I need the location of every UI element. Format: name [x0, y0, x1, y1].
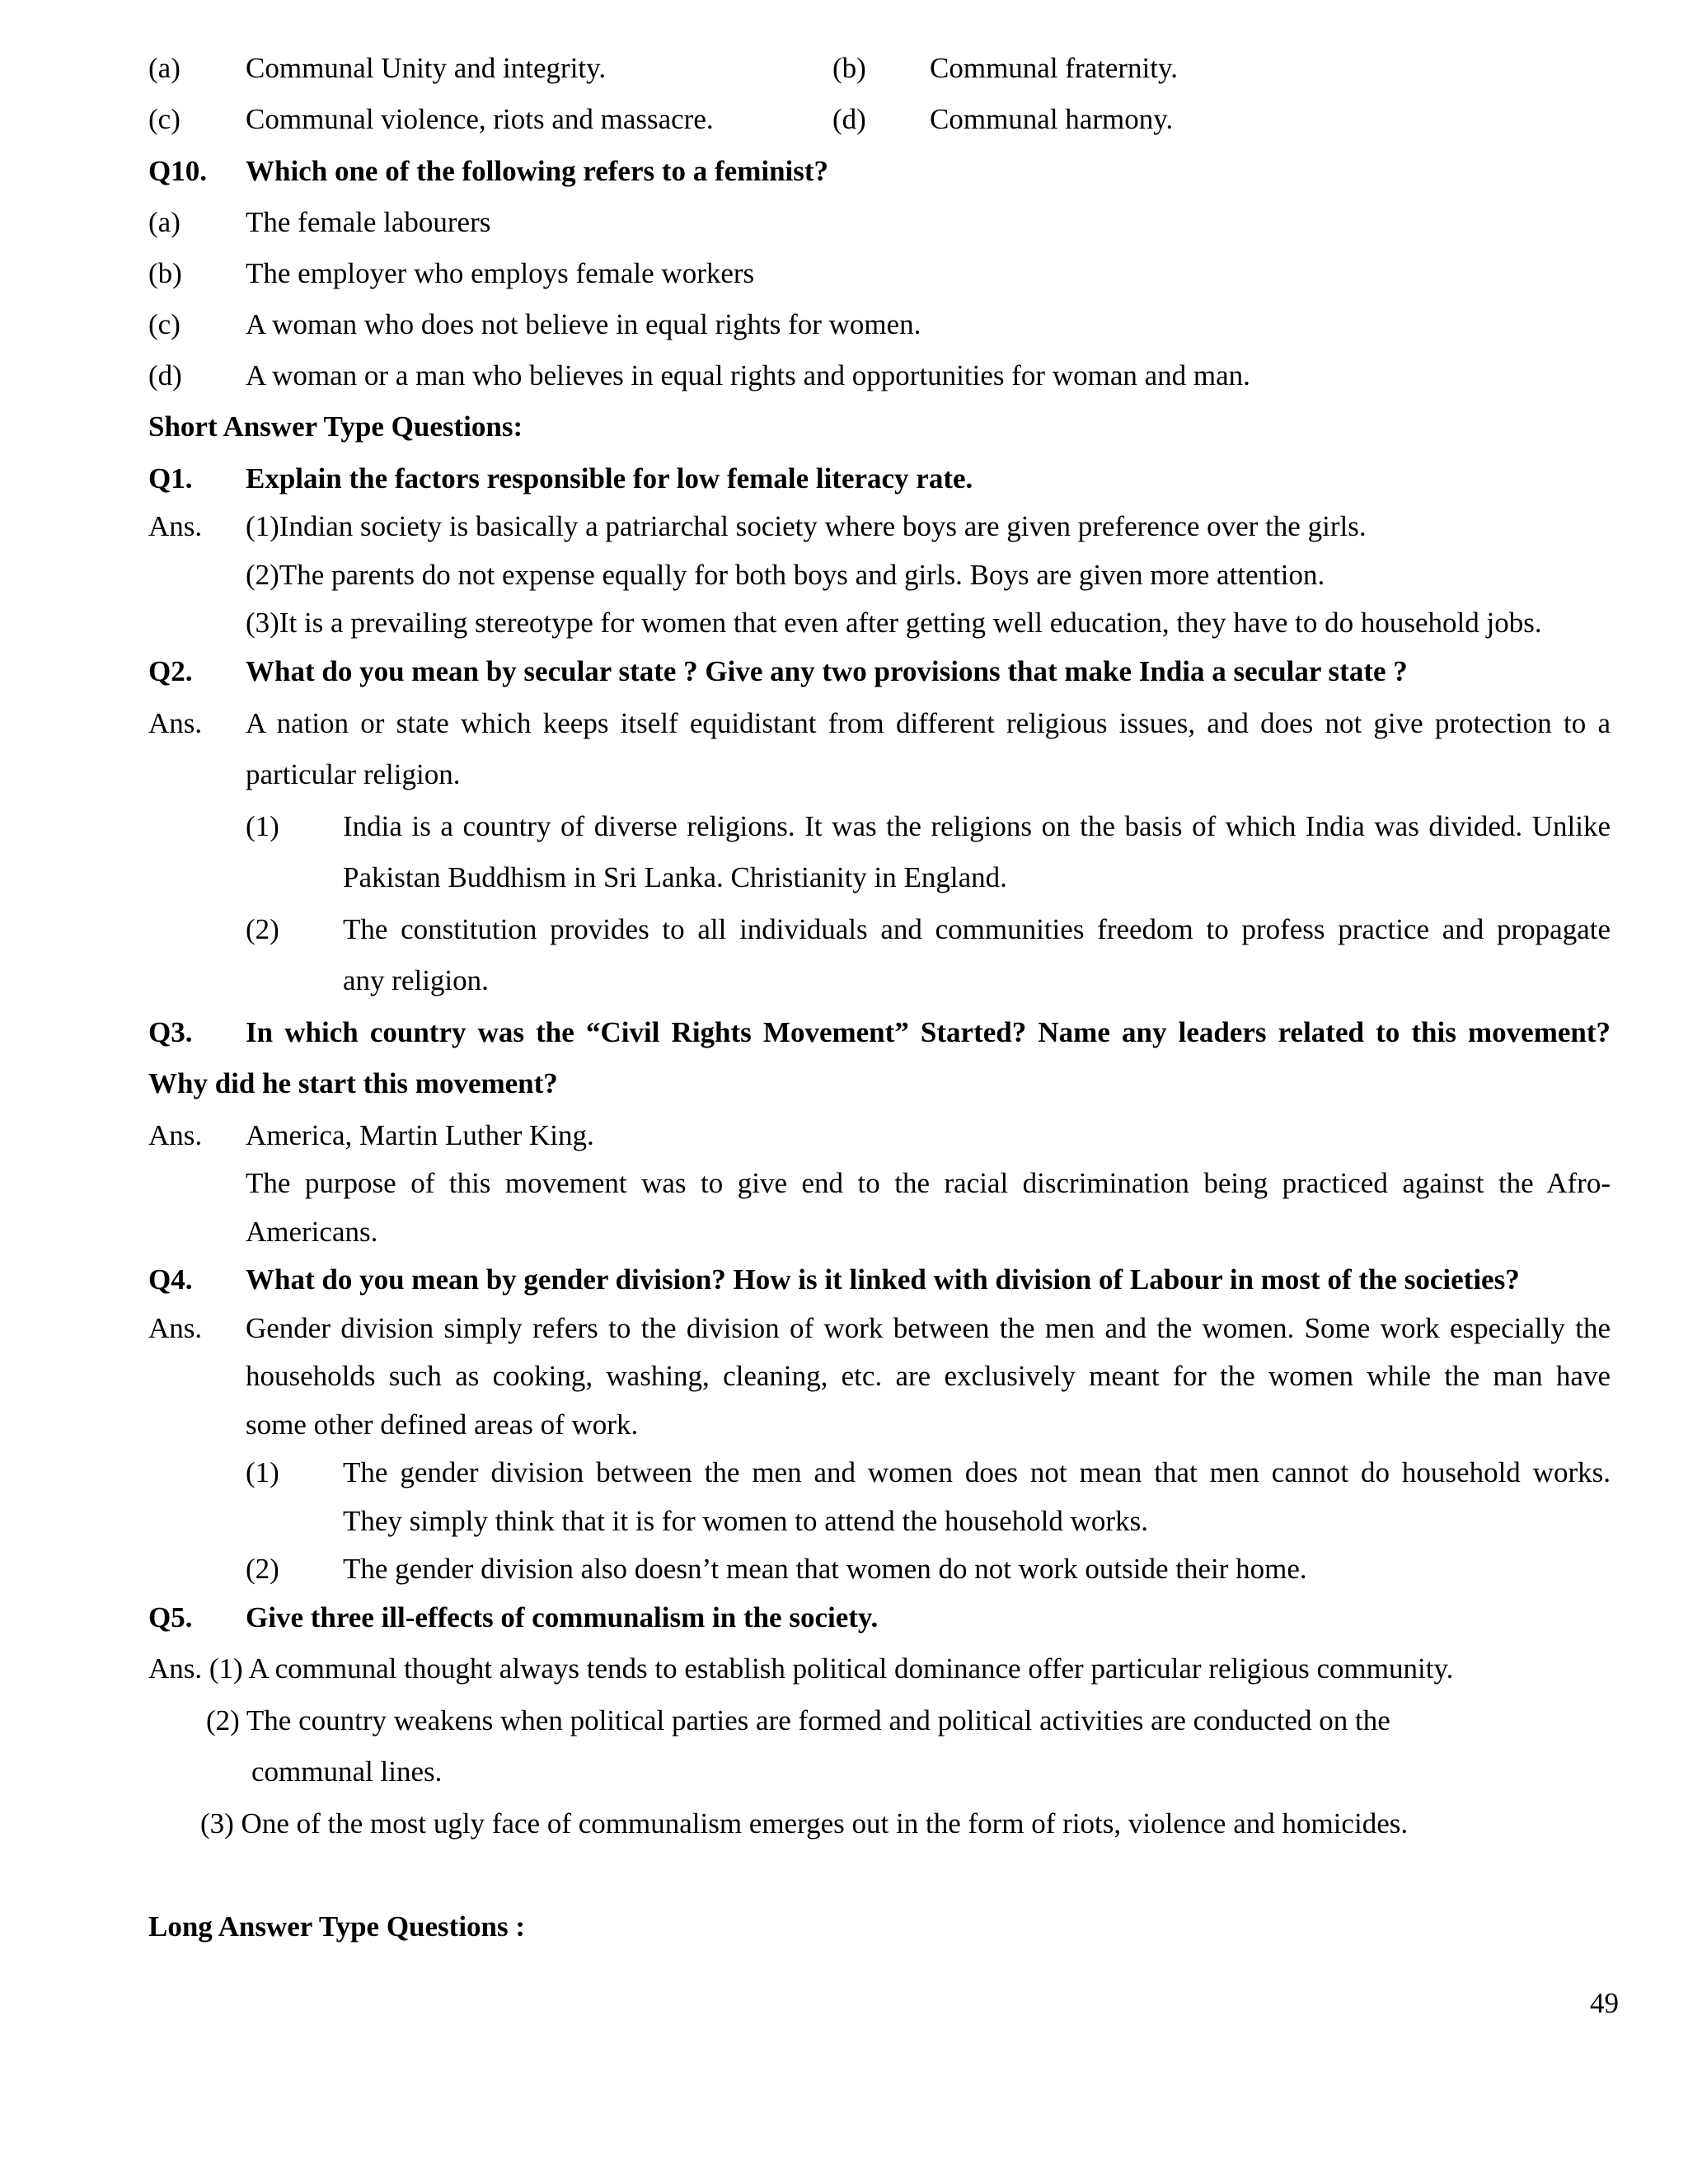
point-label: (2) [246, 1553, 279, 1585]
option-text: The employer who employs female workers [246, 257, 755, 289]
page-number: 49 [1590, 1987, 1619, 2019]
option-text: Communal Unity and integrity. [246, 52, 607, 84]
point-text: The gender division also doesn’t mean that women do not work outside their home. [343, 1553, 1307, 1585]
answer-line: (2)The parents do not expense equally for both boys and girls. Boys are given more attention. [246, 559, 1325, 591]
answer-line: some other defined areas of work. [246, 1408, 639, 1441]
answer-line: Ans. (1) A communal thought always tends to establish political dominance offer particular religious community. [148, 1652, 1454, 1685]
question-number: Q5. [148, 1601, 193, 1633]
option-text: Communal fraternity. [930, 52, 1178, 84]
point-text: The gender division between the men and women does not mean that men cannot do household works. [343, 1456, 1611, 1488]
option-text: The female labourers [246, 206, 491, 238]
point-text: They simply think that it is for women to attend the household works. [343, 1505, 1148, 1537]
option-label: (d) [148, 359, 182, 391]
point-text: The constitution provides to all individuals and communities freedom to profess practice and propagate [343, 913, 1611, 945]
point-text: any religion. [343, 964, 489, 996]
option-text: Communal harmony. [930, 103, 1174, 135]
question-number: Q4. [148, 1263, 193, 1296]
answer-line: communal lines. [251, 1755, 443, 1788]
answer-label: Ans. [148, 1119, 203, 1151]
option-label: (b) [148, 257, 182, 289]
answer-label: Ans. [148, 1312, 203, 1344]
question-text: What do you mean by secular state ? Give any two provisions that make India a secular state ? [246, 655, 1408, 687]
answer-line: (3) One of the most ugly face of communalism emerges out in the form of riots, violence and homicides. [200, 1807, 1409, 1840]
point-label: (1) [246, 1456, 279, 1488]
question-text: Give three ill-effects of communalism in the society. [246, 1601, 879, 1633]
option-label: (a) [148, 206, 181, 238]
question-text: What do you mean by gender division? How is it linked with division of Labour in most of the societies? [246, 1263, 1520, 1296]
question-number: Q3. [148, 1016, 193, 1048]
point-text: Pakistan Buddhism in Sri Lanka. Christianity in England. [343, 861, 1007, 893]
question-number: Q1. [148, 462, 193, 494]
answer-line: The purpose of this movement was to give end to the racial discrimination being practiced against the Afro- [246, 1167, 1611, 1199]
point-text: India is a country of diverse religions. It was the religions on the basis of which India was divided. Unlike [343, 810, 1611, 842]
section-heading: Long Answer Type Questions : [148, 1910, 526, 1943]
answer-line: Gender division simply refers to the division of work between the men and the women. Some work especially the [246, 1312, 1611, 1344]
option-label: (b) [832, 52, 866, 84]
question-text: In which country was the “Civil Rights Movement” Started? Name any leaders related to this movement? [246, 1016, 1611, 1048]
section-heading: Short Answer Type Questions: [148, 410, 523, 443]
answer-line: Americans. [246, 1216, 378, 1248]
question-text: Explain the factors responsible for low female literacy rate. [246, 462, 973, 494]
option-text: A woman who does not believe in equal rights for women. [246, 308, 921, 340]
option-label: (a) [148, 52, 181, 84]
answer-label: Ans. [148, 707, 203, 739]
question-number: Q10. [148, 155, 207, 187]
answer-line: America, Martin Luther King. [246, 1119, 594, 1151]
answer-line: (3)It is a prevailing stereotype for women that even after getting well education, they have to do household jobs. [246, 607, 1542, 639]
point-label: (2) [246, 913, 279, 945]
answer-line: particular religion. [246, 758, 461, 790]
answer-label: Ans. [148, 510, 203, 542]
answer-line: households such as cooking, washing, cleaning, etc. are exclusively meant for the women while the man have [246, 1360, 1611, 1392]
question-number: Q2. [148, 655, 193, 687]
point-label: (1) [246, 810, 279, 842]
option-text: Communal violence, riots and massacre. [246, 103, 714, 135]
answer-line: (1)Indian society is basically a patriarchal society where boys are given preference over the girls. [246, 510, 1367, 542]
option-label: (c) [148, 103, 181, 135]
question-text: Why did he start this movement? [148, 1067, 558, 1099]
answer-line: (2) The country weakens when political parties are formed and political activities are conducted on the [206, 1704, 1390, 1736]
option-label: (d) [832, 103, 866, 135]
option-label: (c) [148, 308, 181, 340]
option-text: A woman or a man who believes in equal rights and opportunities for woman and man. [246, 359, 1250, 391]
question-text: Which one of the following refers to a feminist? [246, 155, 829, 187]
answer-line: A nation or state which keeps itself equidistant from different religious issues, and does not give protection to a [246, 707, 1611, 739]
